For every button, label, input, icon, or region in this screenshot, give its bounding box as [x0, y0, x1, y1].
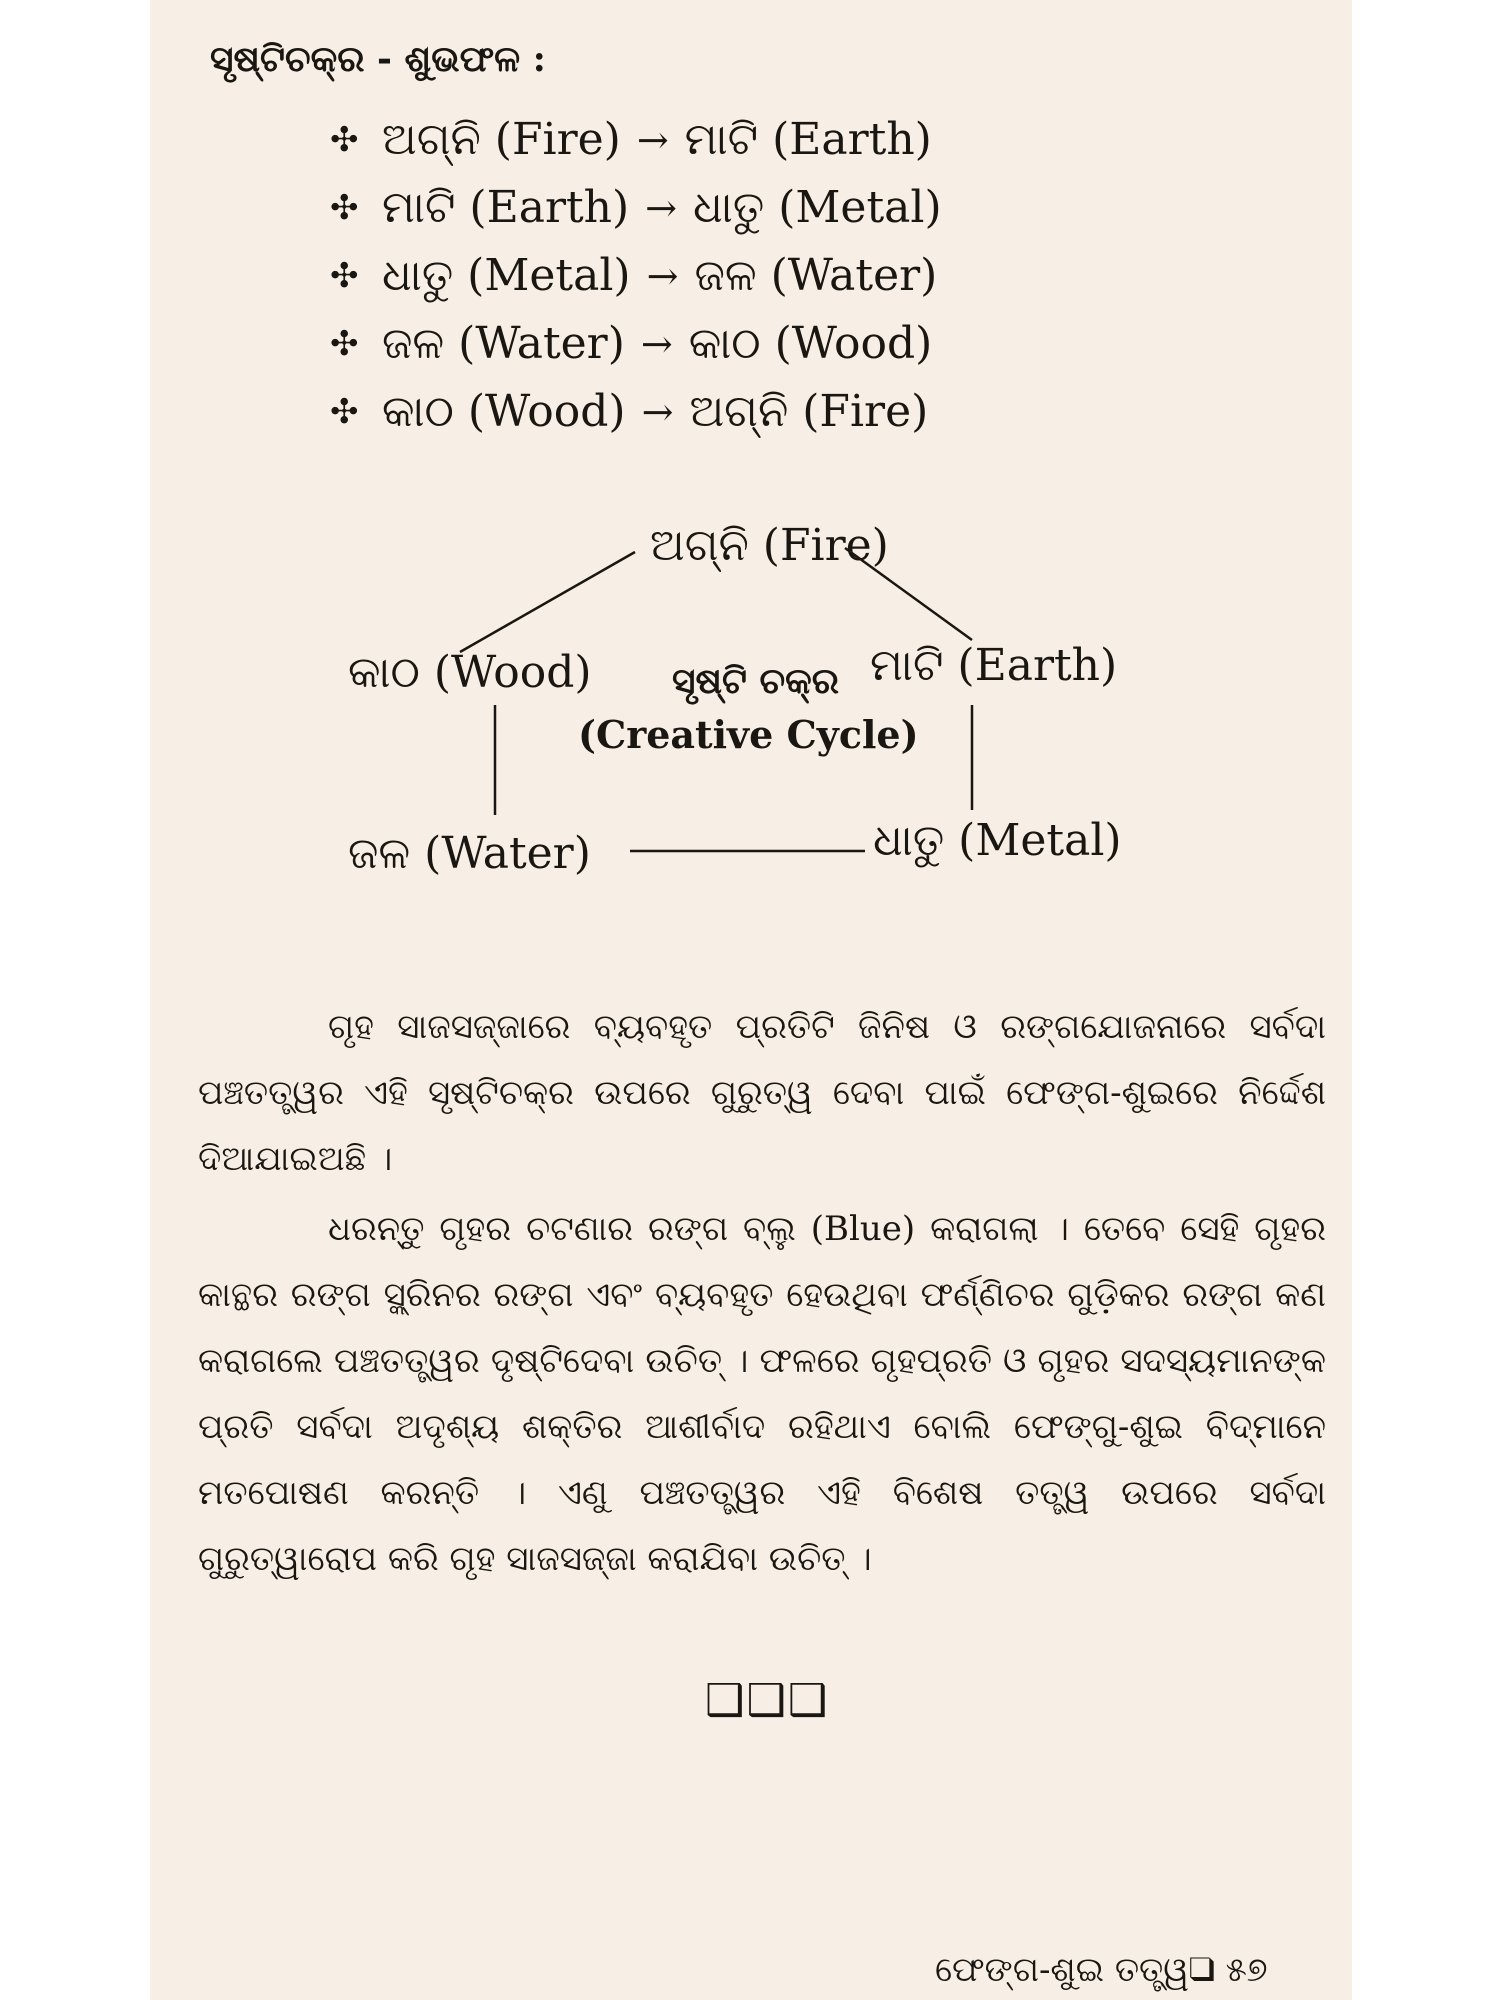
flow-from: ଧାତୁ (Metal) [382, 250, 631, 301]
flow-to: ଧାତୁ (Metal) [693, 182, 942, 233]
flow-to: କାଠ (Wood) [688, 318, 933, 369]
bullet-icon: ✣ [330, 188, 359, 228]
bullet-icon: ✣ [330, 392, 359, 432]
node-metal: ଧାତୁ (Metal) [873, 815, 1122, 866]
section-heading: ସୃଷ୍ଟିଚକ୍ର - ଶୁଭଫଳ : [210, 38, 546, 80]
node-earth: ମାଟି (Earth) [870, 640, 1118, 691]
flow-to: ଅଗ୍ନି (Fire) [689, 386, 929, 437]
node-wood: କାଠ (Wood) [348, 647, 592, 698]
flow-from: ଅଗ୍ନି (Fire) [382, 114, 621, 165]
arrow-right-icon: → [640, 322, 673, 366]
arrow-right-icon: → [645, 186, 678, 230]
diagram-center-title: ସୃଷ୍ଟି ଚକ୍ର [672, 660, 840, 702]
section-end-mark: ❑❑❑ [705, 1675, 830, 1726]
flow-from: ଜଳ (Water) [382, 318, 625, 369]
page-footer: ଫେଙ୍ଗ-ଶୁଇ ତତ୍ତ୍ୱ❑ ୫୭ [935, 1950, 1268, 1990]
bullet-icon: ✣ [330, 120, 359, 160]
diagram-center-subtitle: (Creative Cycle) [578, 712, 919, 757]
arrow-right-icon: → [636, 118, 669, 162]
flow-from: କାଠ (Wood) [382, 386, 626, 437]
bullet-icon: ✣ [330, 324, 359, 364]
body-paragraph: ଗୃହ ସାଜସଜ୍ଜାରେ ବ୍ୟବହୃତ ପ୍ରତିଟି ଜିନିଷ ଓ ରଙ୍ଗଯୋଜନାରେ ସର୍ବଦା ପଞ୍ଚତତ୍ତ୍ୱର ଏହି ସୃଷ୍ଟିଚକ୍ର ଉପରେ ଗୁରୁତ୍ୱ ଦେବା ପାଇଁ ଫେଙ୍ଗ-ଶୁଇରେ ନିର୍ଦ୍ଦେଶ ଦିଆଯାଇଅଛି । [198, 1007, 1326, 1179]
flow-to: ଜଳ (Water) [694, 250, 938, 301]
node-fire: ଅଗ୍ନି (Fire) [650, 520, 889, 571]
edge-fire-wood [460, 552, 635, 652]
flow-from: ମାଟି (Earth) [382, 182, 630, 233]
bullet-icon: ✣ [330, 256, 359, 296]
body-paragraph: ଧରନ୍ତୁ ଗୃହର ଚଟଣାର ରଙ୍ଗ ବ୍ଲୁ (Blue) କରାଗଲା । ତେବେ ସେହି ଗୃହର କାନ୍ଥର ରଙ୍ଗ ସ୍କ୍ରିନର ରଙ୍ଗ ଏବଂ ବ୍ୟବହୃତ ହେଉଥିବା ଫର୍ଣ୍ଣିଚର ଗୁଡ଼ିକର ରଙ୍ଗ କଣ କରାଗଲେ ପଞ୍ଚତତ୍ତ୍ୱର ଦୃଷ୍ଟିଦେବା ଉଚିତ୍ । ଫଳରେ ଗୃହପ୍ରତି ଓ ଗୃହର ସଦସ୍ୟମାନଙ୍କ ପ୍ରତି ସର୍ବଦା ଅଦୃଶ୍ୟ ଶକ୍ତିର ଆଶୀର୍ବାଦ ରହିଥାଏ ବୋଲି ଫେଙ୍ଗୁ-ଶୁଇ ବିଦ୍‌ମାନେ ମତପୋଷଣ କରନ୍ତି । ଏଣୁ ପଞ୍ଚତତ୍ତ୍ୱର ଏହି ବିଶେଷ ତତ୍ତ୍ୱ ଉପରେ ସର୍ବଦା ଗୁରୁତ୍ୱାରୋପ କରି ଗୃହ ସାଜସଜ୍ଜା କରାଯିବା ଉଚିତ୍ । [198, 1209, 1326, 1579]
arrow-right-icon: → [641, 390, 674, 434]
flow-to: ମାଟି (Earth) [684, 114, 932, 165]
node-water: ଜଳ (Water) [348, 828, 591, 879]
arrow-right-icon: → [646, 254, 679, 298]
